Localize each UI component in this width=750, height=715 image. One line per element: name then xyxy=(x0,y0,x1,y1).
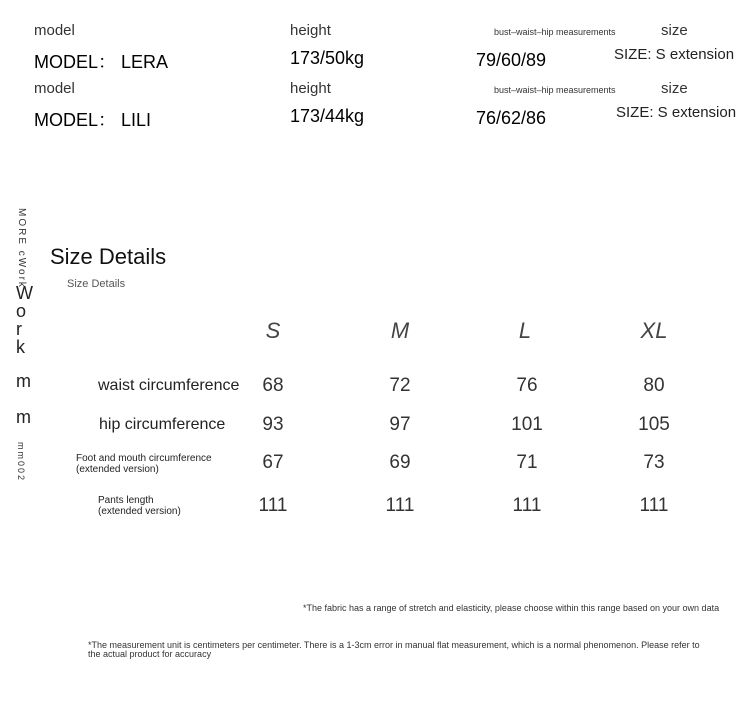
model-1-height-weight: 173/50kg xyxy=(290,48,365,68)
side-extra-2: m xyxy=(16,407,31,427)
side-letter: r xyxy=(16,319,22,339)
table-cell: 101 xyxy=(511,414,543,435)
model-2-height-weight: 173/44kg xyxy=(290,106,365,126)
row-label-line: Pants length xyxy=(98,495,154,506)
side-extra-1: m xyxy=(16,371,31,391)
side-letter: o xyxy=(16,301,27,321)
model-2-size-label: size xyxy=(661,80,688,97)
model-1-size: SIZE: S extension xyxy=(614,46,735,63)
side-code: mm002 xyxy=(16,442,26,483)
model-2-label: model xyxy=(34,80,75,97)
table-cell: 71 xyxy=(516,452,538,473)
table-cell: 111 xyxy=(385,495,415,516)
size-header-m: M xyxy=(390,318,410,343)
table-cell: 67 xyxy=(262,452,284,473)
model-2-name: MODEL： LILI xyxy=(34,110,152,130)
model-2-bwh: 76/62/86 xyxy=(476,108,547,128)
size-header-xl: XL xyxy=(640,318,668,343)
model-1-bwh: 79/60/89 xyxy=(476,50,547,70)
table-cell: 97 xyxy=(389,414,411,435)
table-cell: 93 xyxy=(262,414,284,435)
size-header-s: S xyxy=(265,318,281,343)
table-cell: 68 xyxy=(262,375,284,396)
row-label-line: Foot and mouth circumference xyxy=(76,453,212,464)
model-2-height-label: height xyxy=(290,80,331,97)
model-1-name: MODEL： LERA xyxy=(34,52,169,72)
table-cell: 111 xyxy=(512,495,542,516)
model-2-bwh-label: bust–waist–hip measurements xyxy=(494,85,616,95)
size-header-l: L xyxy=(518,318,532,343)
model-2-size: SIZE: S extension xyxy=(616,104,737,121)
note-measurement: *The measurement unit is centimeters per centimeter. There is a 1-3cm error in manual flat measurement, which is a normal phenomenon. Please refer to the actual product for accuracy xyxy=(88,640,700,659)
row-label-pants-length xyxy=(98,495,181,517)
table-cell: 111 xyxy=(639,495,669,516)
table-cell: 80 xyxy=(643,375,665,396)
table-cell: 111 xyxy=(258,495,288,516)
row-label-line: (extended version) xyxy=(98,506,181,517)
side-letter: k xyxy=(16,337,25,357)
model-1-size-label: size xyxy=(661,22,688,39)
size-details-subtitle: Size Details xyxy=(67,278,126,290)
side-letters xyxy=(16,284,33,356)
model-1-bwh-label: bust–waist–hip measurements xyxy=(494,27,616,37)
side-letter: W xyxy=(16,283,33,303)
model-1-label: model xyxy=(34,22,75,39)
table-cell: 72 xyxy=(389,375,411,396)
model-1-height-label: height xyxy=(290,22,331,39)
table-cell: 76 xyxy=(516,375,538,396)
row-label-line: (extended version) xyxy=(76,464,159,475)
note-stretch: *The fabric has a range of stretch and elasticity, please choose within this range based on your own data xyxy=(303,603,720,613)
row-label-waist: waist circumference xyxy=(98,377,240,394)
size-details-title: Size Details xyxy=(50,244,167,269)
row-label-foot-mouth xyxy=(76,453,212,475)
table-cell: 73 xyxy=(643,452,665,473)
row-label-hip: hip circumference xyxy=(99,416,226,433)
table-cell: 105 xyxy=(638,414,670,435)
table-cell: 69 xyxy=(389,452,411,473)
side-vertical-text: MORE cWork xyxy=(16,208,27,289)
